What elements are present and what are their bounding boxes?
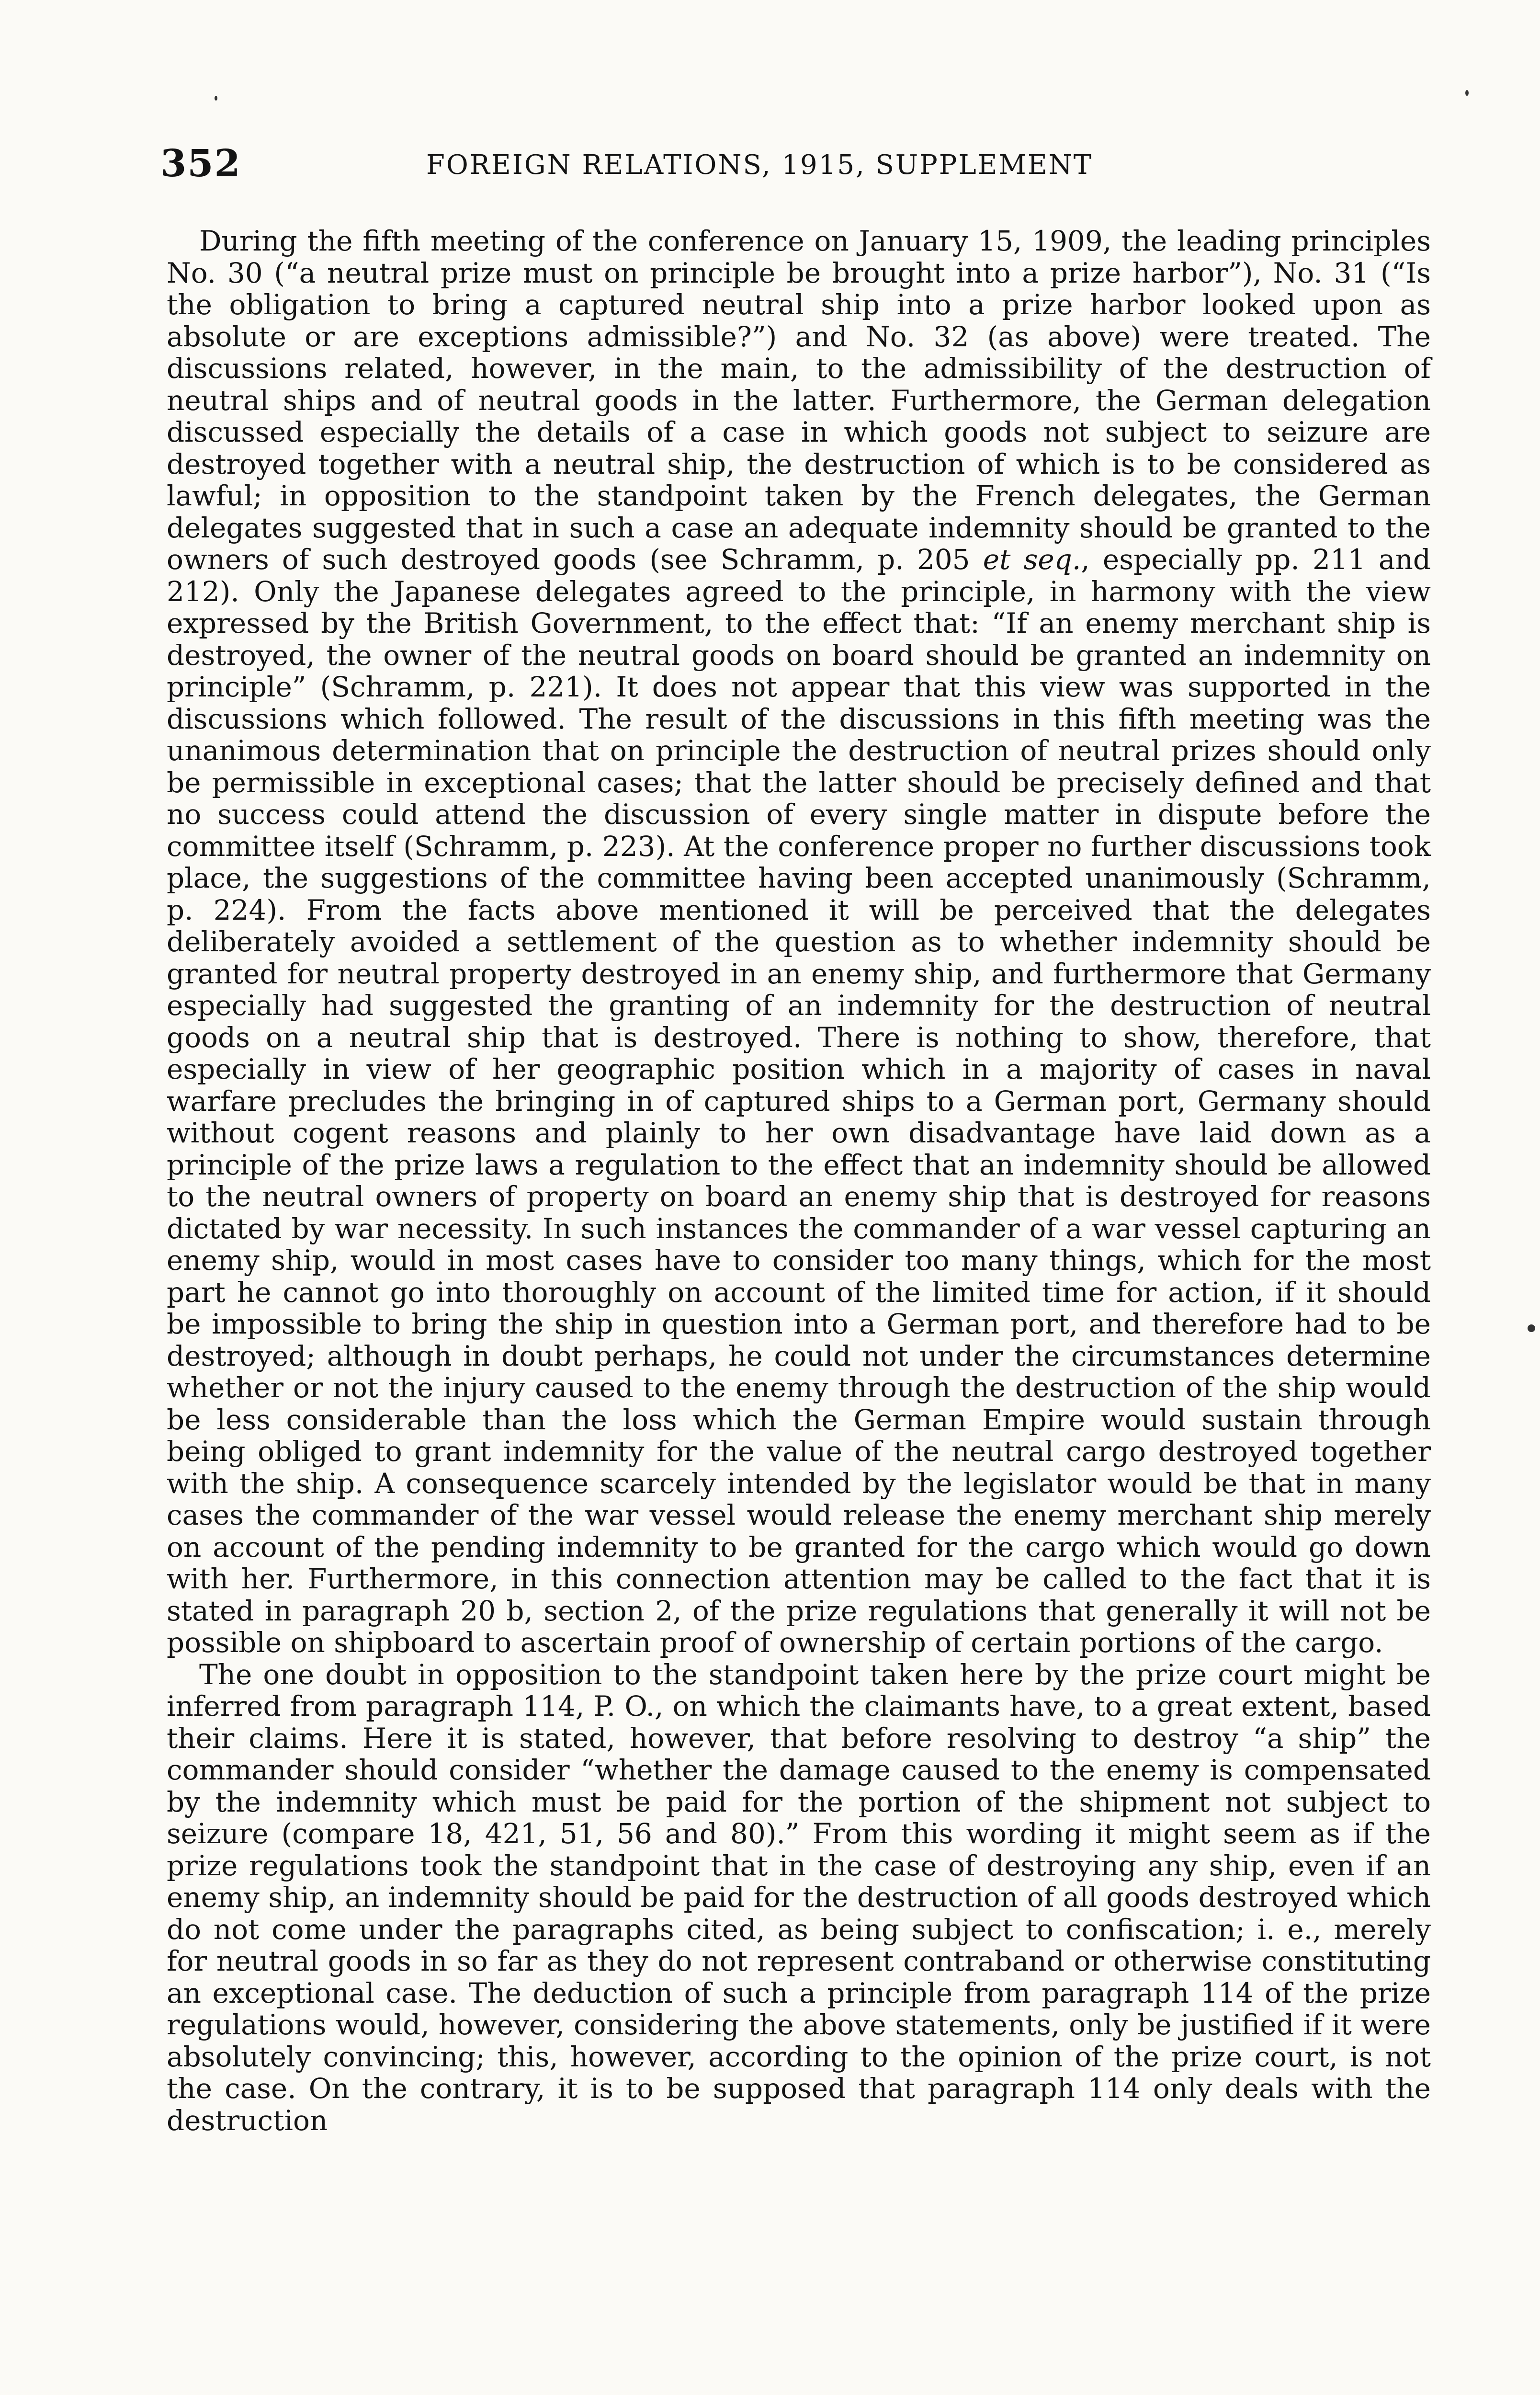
page-number: 352 [160,142,241,185]
running-header [160,142,1429,185]
page-speck-mark [215,96,217,101]
paragraph [167,225,1431,1659]
paragraph-text-part: , especially pp. 211 and 212). Only the Japanese delegates agreed to the principle, in harmony with the view expressed by the British Government, to the effect that: “If an enemy merchant ship is destroyed, the owner of the neutral goods on board should be granted an indemnity on principle” (Schramm, p. 221). It does not appear that this view was supported in the discussions which followed. The result of the discussions in this fifth meeting was the unanimous determination that on principle the destruction of neutral prizes should only be permissible in exceptional cases; that the latter should be precisely defined and that no success could attend the discussion of every single matter in dispute before the committee itself (Schramm, p. 223). At the conference proper no further discussions took place, the suggestions of the committee having been accepted unanimously (Schramm, p. 224). From the facts above mentioned it will be perceived that the delegates deliberately avoided a settlement of the question as to whether indemnity should be granted for neutral property destroyed in an enemy ship, and furthermore that Germany especially had suggested the granting of an indemnity for the destruction of neutral goods on a neutral ship that is destroyed. There is nothing to show, therefore, that especially in view of her geographic position which in a majority of cases in naval warfare precludes the bringing in of captured ships to a German port, Germany should without cogent reasons and plainly to her own disadvantage have laid down as a principle of the prize laws a regulation to the effect that an indemnity should be allowed to the neutral owners of property on board an enemy ship that is destroyed for reasons dictated by war necessity. In such instances the commander of a war vessel capturing an enemy ship, would in most cases have to consider too many things, which for the most part he cannot go into thoroughly on account of the limited time for action, if it should be impossible to bring the ship in question into a German port, and therefore had to be destroyed; although in doubt perhaps, he could not under the circumstances determine whether or not the injury caused to the enemy through the destruction of the ship would be less considerable than the loss which the German Empire would sustain through being obliged to grant indemnity for the value of the neutral cargo destroyed together with the ship. A consequence scarcely intended by the legislator would be that in many cases the commander of the war vessel would release the enemy merchant ship merely on account of the pending indemnity to be granted for the cargo which would go down with her. Furthermore, in this connection attention may be called to the fact that it is stated in paragraph 20 b, section 2, of the prize regulations that generally it will not be possible on shipboard to ascertain proof of ownership of certain portions of the cargo. [167,543,1431,1659]
body-text [167,225,1431,2136]
paragraph: The one doubt in opposition to the standpoint taken here by the prize court might be inferred from paragraph 114, P. O., on which the claimants have, to a great extent, based their claims. Here it is stated, however, that before resolving to destroy “a ship” the commander should consider “whether the damage caused to the enemy is compensated by the indemnity which must be paid for the portion of the shipment not subject to seizure (compare 18, 421, 51, 56 and 80).” From this wording it might seem as if the prize regulations took the standpoint that in the case of destroying any ship, even if an enemy ship, an indemnity should be paid for the destruction of all goods destroyed which do not come under the paragraphs cited, as being subject to confiscation; i. e., merely for neutral goods in so far as they do not represent contraband or otherwise constituting an exceptional case. The deduction of such a principle from paragraph 114 of the prize regulations would, however, considering the above statements, only be justified if it were absolutely convincing; this, however, according to the opinion of the prize court, is not the case. On the contrary, it is to be supposed that paragraph 114 only deals with the destruction [167,1658,1431,2137]
paragraph-text-part: During the fifth meeting of the conference on January 15, 1909, the leading principles No. 30 (“a neutral prize must on principle be brought into a prize harbor”), No. 31 (“Is the obligation to bring a captured neutral ship into a prize harbor looked upon as absolute or are exceptions admissible?”) and No. 32 (as above) were treated. The discussions related, however, in the main, to the admissibility of the destruction of neutral ships and of neutral goods in the latter. Furthermore, the German delegation discussed especially the details of a case in which goods not subject to seizure are destroyed together with a neutral ship, the destruction of which is to be considered as lawful; in opposition to the standpoint taken by the French delegates, the German delegates suggested that in such a case an adequate indemnity should be granted to the owners of such destroyed goods (see Schramm, p. 205 [167,225,1431,576]
italic-term: et seq. [983,543,1081,576]
margin-dot-mark [1528,1324,1535,1332]
page-speck-mark [1465,90,1469,96]
running-title: FOREIGN RELATIONS, 1915, SUPPLEMENT [426,149,1093,181]
